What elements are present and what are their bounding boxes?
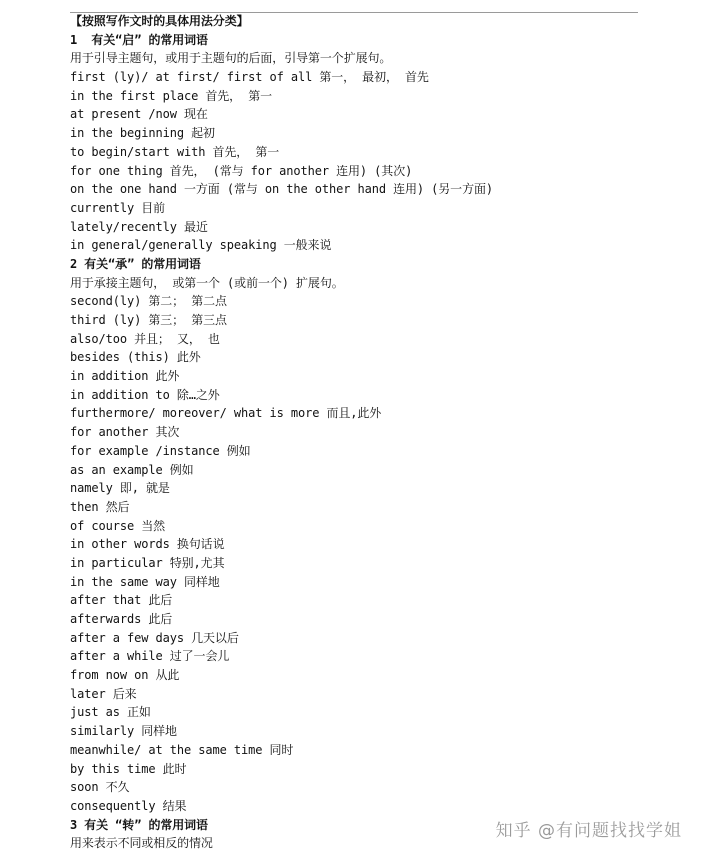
document-line: from now on 从此	[70, 668, 180, 683]
document-line: later 后来	[70, 686, 137, 701]
document-line: after a few days 几天以后	[70, 630, 239, 645]
document-line: just as 正如	[70, 705, 151, 720]
document-line: on the one hand 一方面 (常与 on the other hand 连用) (另一方面)	[70, 182, 494, 197]
document-line: after a while 过了一会儿	[70, 649, 230, 664]
document-line: first (ly)/ at first/ first of all 第一， 最初， 首先	[70, 70, 429, 85]
section-heading: 2 有关“承” 的常用词语	[70, 256, 201, 271]
document-line: currently 目前	[70, 200, 166, 215]
document-line: in general/generally speaking 一般来说	[70, 238, 332, 253]
document-line: namely 即, 就是	[70, 481, 170, 496]
document-line: of course 当然	[70, 518, 166, 533]
document-line: afterwards 此后	[70, 612, 173, 626]
document-line: in other words 换句话说	[70, 537, 225, 552]
document-line: after that 此后	[70, 593, 173, 608]
document-line: consequently 结果	[70, 798, 187, 813]
document-line: third (ly) 第三； 第三点	[70, 313, 227, 327]
document-line: in the first place 首先， 第一	[70, 88, 272, 103]
document-line: 用来表示不同或相反的情况	[70, 836, 213, 851]
section-heading: 1 有关“启” 的常用词语	[70, 32, 208, 47]
document-line: similarly 同样地	[70, 724, 177, 739]
document-line: meanwhile/ at the same time 同时	[70, 742, 294, 757]
document-line: 用于引导主题句，或用于主题句的后面，引导第一个扩展句。	[70, 51, 392, 66]
document-line: furthermore/ moreover/ what is more 而且,此外	[70, 406, 382, 421]
document-line: also/too 并且； 又， 也	[70, 331, 220, 346]
document-line: for another 其次	[70, 425, 180, 440]
zhihu-watermark: 知乎 @有问题找找学姐	[495, 821, 682, 841]
document-line: in addition 此外	[70, 369, 180, 384]
document-line: in the beginning 起初	[70, 126, 215, 141]
document-line: as an example 例如	[70, 462, 194, 477]
document-line: 用于承接主题句， 或第一个 (或前一个) 扩展句。	[70, 275, 344, 290]
document-line: besides (this) 此外	[70, 350, 201, 365]
document-line: to begin/start with 首先， 第一	[70, 144, 280, 159]
document-line: then 然后	[70, 499, 130, 514]
document-line: in the same way 同样地	[70, 574, 220, 589]
document-body	[70, 12, 670, 853]
document-line: lately/recently 最近	[70, 219, 208, 234]
document-line: in addition to 除…之外	[70, 387, 220, 402]
document-line: at present /now 现在	[70, 107, 208, 122]
document-line: second(ly) 第二； 第二点	[70, 294, 227, 309]
document-line: by this time 此时	[70, 761, 187, 776]
document-heading: 【按照写作文时的具体用法分类】	[70, 14, 249, 28]
document-line: for one thing 首先， (常与 for another 连用) (其次)	[70, 163, 413, 178]
section-heading: 3 有关 “转” 的常用词语	[70, 817, 208, 832]
document-line: in particular 特别,尤其	[70, 555, 225, 570]
document-line: for example /instance 例如	[70, 443, 251, 458]
document-line: soon 不久	[70, 780, 130, 795]
